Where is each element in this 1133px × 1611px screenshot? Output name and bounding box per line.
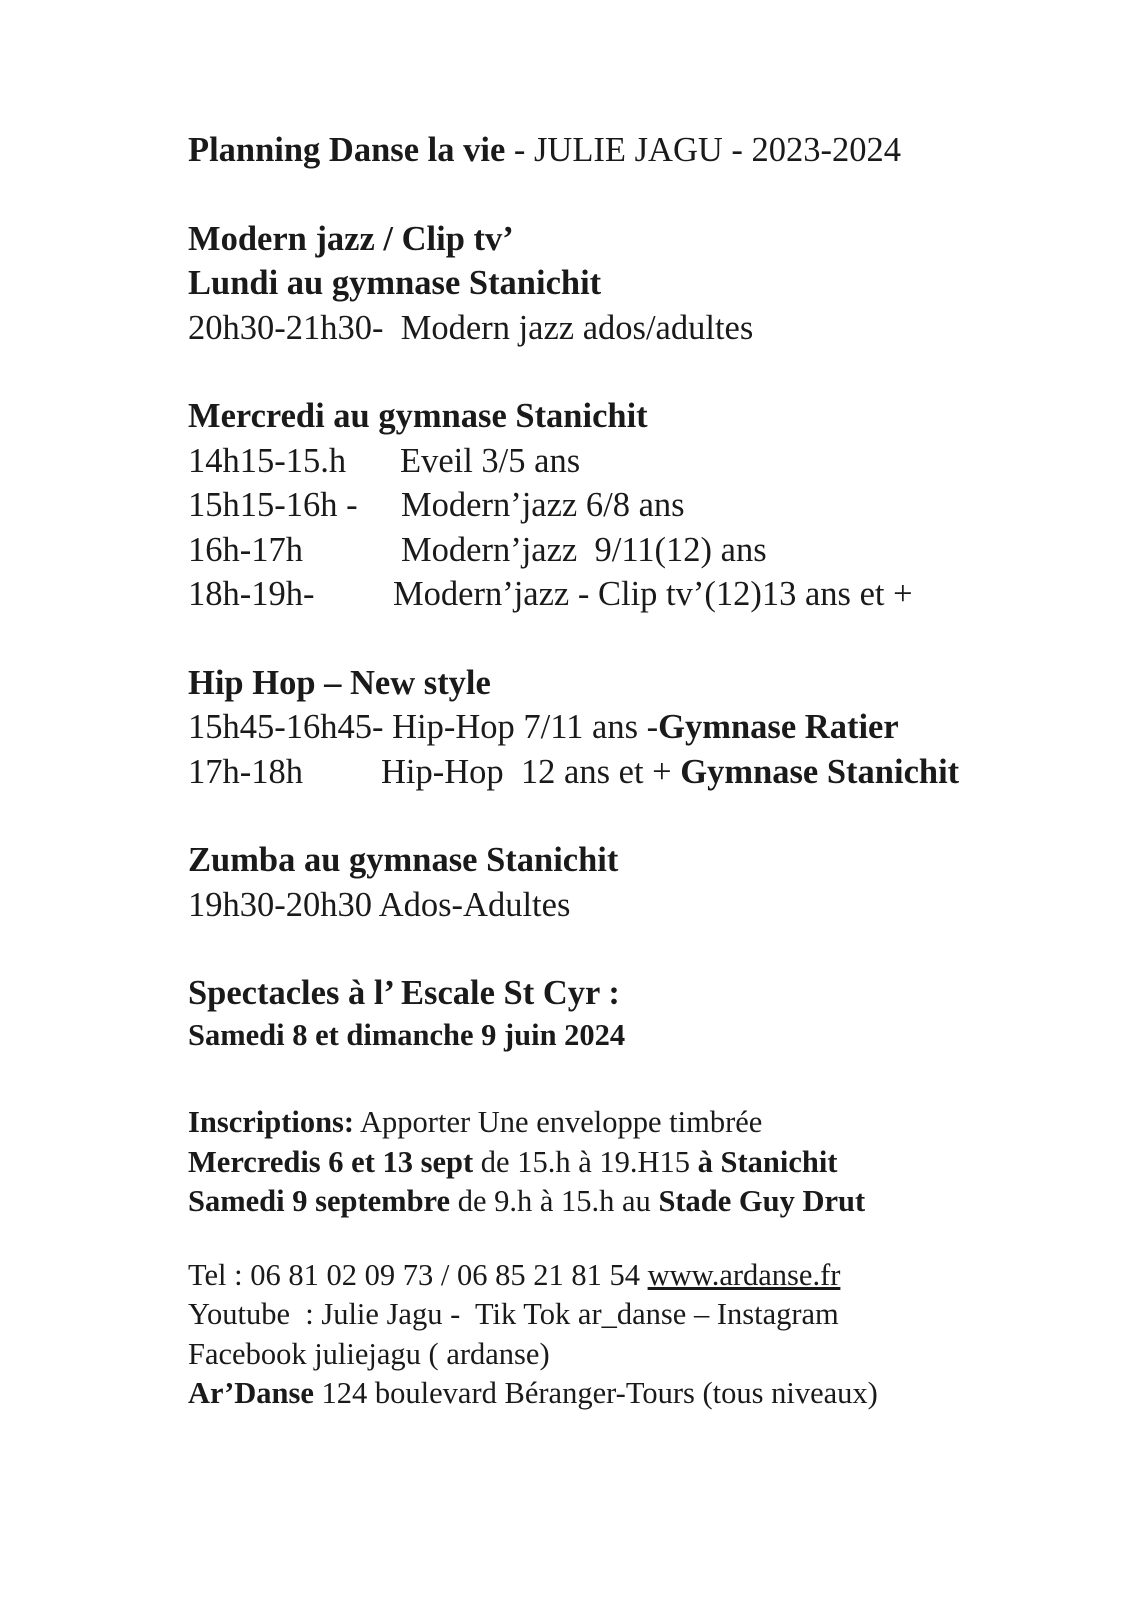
spectacle-dates: Samedi 8 et dimanche 9 juin 2024: [188, 1017, 626, 1052]
inscriptions-label: Inscriptions:: [188, 1105, 355, 1139]
schedule-row: [188, 439, 1108, 484]
section-day: Lundi au gymnase Stanichit: [188, 264, 602, 302]
section-hiphop: [188, 661, 1108, 795]
row-desc: Modern’jazz 9/11(12) ans: [401, 530, 767, 569]
row-gym: Gymnase Stanichit: [680, 752, 960, 791]
row-time: 14h15-15.h: [188, 441, 347, 480]
row-time: 16h-17h: [188, 530, 303, 569]
website-link[interactable]: www.ardanse.fr: [647, 1257, 841, 1292]
schedule-line: 19h30-20h30 Ados-Adultes: [188, 885, 571, 924]
row-desc: Eveil 3/5 ans: [400, 441, 581, 480]
section-heading: Zumba au gymnase Stanichit: [188, 841, 619, 879]
section-heading: Mercredi au gymnase Stanichit: [188, 397, 648, 435]
row-time: 17h-18h: [188, 752, 303, 791]
inscriptions-line: [188, 1103, 1108, 1143]
schedule-line: [188, 705, 1108, 750]
inscriptions-line: [188, 1143, 1108, 1183]
inscriptions-note: Apporter Une enveloppe timbrée: [354, 1105, 763, 1139]
school-name: Ar’Danse: [188, 1376, 314, 1410]
inscriptions-place: Stade Guy Drut: [658, 1184, 866, 1218]
section-contact: [188, 1256, 1108, 1414]
row-time: 15h15-16h -: [188, 486, 358, 524]
section-heading: Spectacles à l’ Escale St Cyr :: [188, 974, 620, 1012]
inscriptions-time: de 15.h à 19.H15: [473, 1144, 698, 1179]
inscriptions-line: [188, 1182, 1108, 1222]
school-address: 124 boulevard Béranger-Tours (tous niveaux): [313, 1376, 878, 1410]
title-bold: Planning Danse la vie: [188, 131, 506, 169]
section-spectacles: [188, 971, 1108, 1055]
inscriptions-time: de 9.h à 15.h au: [450, 1184, 659, 1218]
schedule-row: [188, 572, 1108, 617]
contact-school: [188, 1374, 1108, 1414]
row-desc: [381, 750, 959, 795]
inscriptions-date: Mercredis 6 et 13 sept: [188, 1144, 474, 1179]
schedule-line: 20h30-21h30- Modern jazz ados/adultes: [188, 308, 754, 347]
schedule-row: [188, 528, 1108, 573]
section-heading: Modern jazz / Clip tv’: [188, 219, 514, 258]
section-heading: Hip Hop – New style: [188, 663, 491, 702]
title-rest: - JULIE JAGU - 2023-2024: [505, 131, 902, 169]
schedule-row: [188, 750, 1108, 795]
section-zumba: [188, 838, 1108, 927]
section-mercredi: [188, 394, 1108, 617]
section-inscriptions: [188, 1103, 1108, 1222]
schedule-row: [188, 483, 1108, 528]
row-desc: Modern’jazz - Clip tv’(12)13 ans et +: [393, 575, 913, 613]
contact-social: Youtube : Julie Jagu - Tik Tok ar_danse – Instagram: [188, 1297, 839, 1331]
contact-line: [188, 1256, 1108, 1296]
inscriptions-date: Samedi 9 septembre: [188, 1184, 451, 1218]
row-time: 18h-19h-: [188, 575, 315, 613]
row-desc: Modern’jazz 6/8 ans: [401, 486, 685, 524]
row-text: Hip-Hop 12 ans et +: [381, 752, 681, 791]
section-modern-jazz: [188, 217, 1108, 351]
page-title: [188, 128, 1108, 173]
inscriptions-place: à Stanichit: [697, 1144, 838, 1179]
schedule-content: [188, 128, 1108, 1414]
contact-tel: Tel : 06 81 02 09 73 / 06 85 21 81 54: [188, 1257, 648, 1292]
row-gym: Gymnase Ratier: [658, 708, 899, 746]
row-text: 15h45-16h45- Hip-Hop 7/11 ans -: [188, 708, 659, 746]
contact-facebook: Facebook juliejagu ( ardanse): [188, 1336, 550, 1371]
